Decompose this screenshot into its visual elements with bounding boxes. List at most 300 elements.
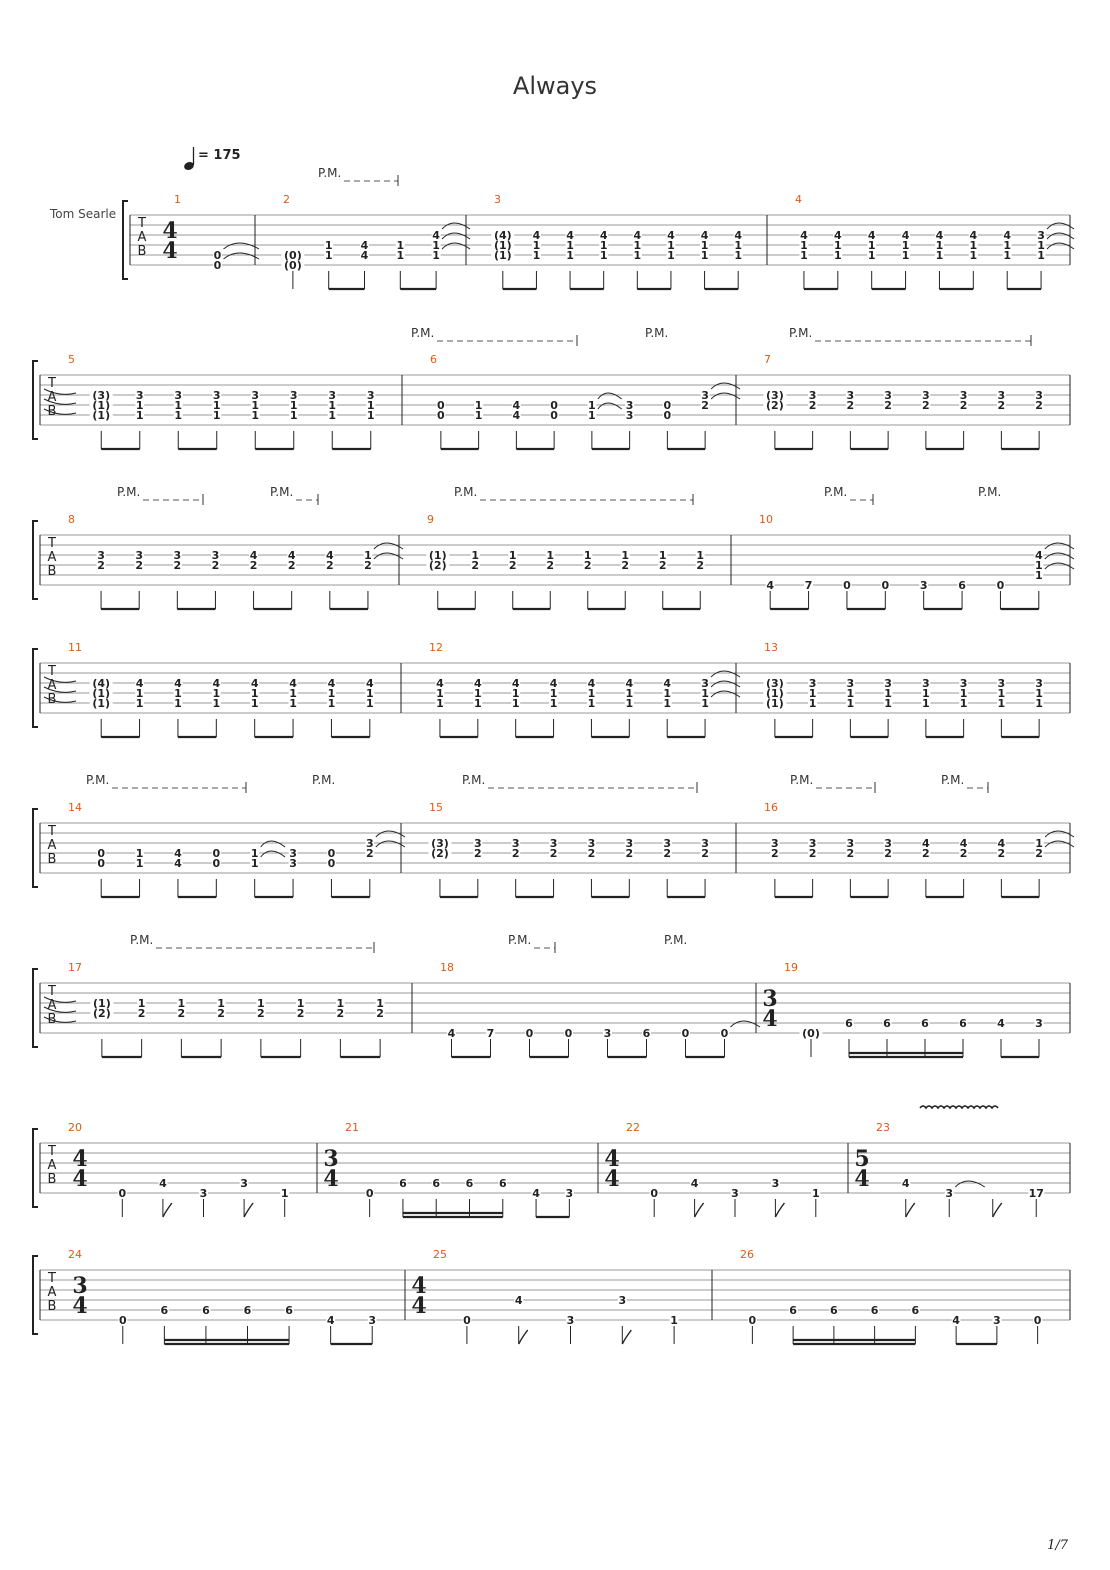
fret-number: 4 — [1034, 549, 1043, 562]
fret-number: 4 — [952, 1314, 960, 1327]
time-signature-numerator: 4 — [411, 1273, 427, 1299]
tab-clef-letter: T — [48, 536, 56, 551]
tab-clef-letter: B — [47, 1012, 57, 1027]
fret-number: 0 — [663, 409, 672, 422]
fret-number: 1 — [1037, 249, 1045, 262]
fret-number: 2 — [922, 847, 930, 860]
time-signature-denominator: 4 — [854, 1166, 870, 1192]
measure-number: 12 — [429, 641, 443, 654]
fret-number: 4 — [867, 229, 876, 242]
fret-number: 0 — [1033, 1314, 1042, 1327]
fret-number: 4 — [511, 677, 520, 690]
tie-arc — [598, 393, 622, 399]
fret-number: 3 — [771, 837, 779, 850]
fret-number: 0 — [327, 857, 336, 870]
fret-number: 2 — [511, 847, 520, 860]
fret-number: 3 — [625, 409, 634, 422]
measure-number: 25 — [433, 1248, 447, 1261]
tempo-bpm: = 175 — [198, 148, 241, 163]
vibrato-wave — [920, 1106, 998, 1108]
fret-number: 2 — [473, 847, 482, 860]
system-6 — [33, 942, 1070, 1057]
fret-number: (1) — [92, 687, 111, 700]
fret-number: 1 — [250, 847, 259, 860]
fret-number: 0 — [996, 579, 1005, 592]
fret-number: (4) — [92, 677, 111, 690]
tab-clef-letter: B — [47, 1172, 57, 1187]
time-signature-numerator: 3 — [762, 986, 778, 1012]
tab-clef-letter: B — [47, 692, 57, 707]
fret-number: 1 — [935, 239, 944, 252]
fret-number: 4 — [512, 399, 521, 412]
tab-clef-letter: A — [47, 838, 57, 853]
fret-number: 1 — [532, 249, 541, 262]
fret-number: 3 — [328, 389, 337, 402]
measure-number: 17 — [68, 961, 82, 974]
fret-number: 4 — [287, 549, 296, 562]
fret-number: 1 — [289, 409, 298, 422]
fret-number: (3) — [431, 837, 449, 850]
fret-number: 2 — [583, 559, 592, 572]
fret-number: 3 — [701, 837, 709, 850]
fret-number: 3 — [808, 389, 817, 402]
system-bracket — [33, 1129, 38, 1207]
song-title: Always — [512, 72, 598, 100]
fret-number: (3) — [92, 389, 111, 402]
fret-number: 0 — [437, 399, 445, 412]
fret-number: (1) — [92, 409, 111, 422]
fret-number: (1) — [428, 549, 447, 562]
fret-number: 4 — [249, 549, 258, 562]
fret-number: 0 — [720, 1027, 729, 1040]
fret-number: 1 — [436, 697, 444, 710]
fret-number: 1 — [658, 549, 667, 562]
fret-number: 4 — [135, 677, 144, 690]
fret-number: (2) — [766, 399, 784, 412]
system-bracket — [33, 969, 38, 1047]
measure-number: 24 — [68, 1248, 82, 1261]
fret-number: 1 — [588, 409, 596, 422]
fret-number: 17 — [1028, 1187, 1044, 1200]
fret-number: 3 — [511, 837, 520, 850]
fret-number: 1 — [833, 249, 842, 262]
fret-number: 2 — [177, 1007, 186, 1020]
fret-number: 4 — [447, 1027, 456, 1040]
fret-number: 4 — [663, 677, 672, 690]
time-signature-denominator: 4 — [604, 1166, 620, 1192]
fret-number: 4 — [326, 1314, 335, 1327]
fret-number: 6 — [432, 1177, 441, 1190]
eighth-flag — [695, 1203, 704, 1217]
fret-number: 2 — [257, 1007, 265, 1020]
palm-mute-label: P.M. — [454, 485, 478, 499]
measure-number: 15 — [429, 801, 443, 814]
measure-number: 2 — [283, 193, 290, 206]
fret-number: 1 — [257, 997, 265, 1010]
fret-number: 3 — [240, 1177, 248, 1190]
fret-number: 3 — [473, 837, 482, 850]
tab-clef-letter: B — [137, 244, 147, 259]
fret-number: 1 — [833, 239, 842, 252]
fret-number: 6 — [883, 1017, 891, 1030]
time-signature-denominator: 4 — [162, 238, 178, 264]
fret-number: 6 — [243, 1304, 252, 1317]
eighth-flag — [244, 1203, 253, 1217]
fret-number: 2 — [508, 559, 517, 572]
fret-number: 7 — [804, 579, 813, 592]
fret-number: 1 — [811, 1187, 820, 1200]
fret-number: 3 — [1037, 229, 1045, 242]
fret-number: 2 — [997, 399, 1006, 412]
palm-mute-label: P.M. — [789, 326, 813, 340]
fret-number: 4 — [327, 677, 336, 690]
fret-number: 3 — [997, 389, 1006, 402]
fret-number: 1 — [135, 399, 144, 412]
fret-number: 0 — [97, 847, 106, 860]
fret-number: 3 — [565, 1187, 574, 1200]
fret-number: 4 — [289, 677, 297, 690]
time-signature-denominator: 4 — [72, 1293, 88, 1319]
fret-number: (1) — [92, 697, 111, 710]
fret-number: 3 — [945, 1187, 954, 1200]
system-bracket — [33, 809, 38, 887]
fret-number: 7 — [486, 1027, 495, 1040]
system-8 — [33, 1256, 1070, 1344]
tie-arc — [261, 841, 285, 847]
measure-number: 3 — [494, 193, 501, 206]
fret-number: 4 — [532, 1187, 540, 1200]
fret-number: 2 — [846, 847, 855, 860]
tab-clef-letter: B — [47, 564, 57, 579]
fret-number: 1 — [625, 687, 634, 700]
eighth-flag — [622, 1330, 631, 1344]
fret-number: 2 — [771, 847, 779, 860]
tab-clef-letter: B — [47, 404, 57, 419]
fret-number: 6 — [202, 1304, 210, 1317]
fret-number: 1 — [969, 249, 978, 262]
fret-number: 1 — [432, 249, 440, 262]
fret-number: 3 — [922, 677, 930, 690]
fret-number: 1 — [174, 687, 182, 700]
fret-number: 2 — [621, 559, 630, 572]
time-signature-denominator: 4 — [762, 1006, 778, 1032]
fret-number: 1 — [137, 997, 146, 1010]
measure-number: 26 — [740, 1248, 754, 1261]
time-signature-numerator: 4 — [162, 218, 178, 244]
fret-number: 2 — [625, 847, 634, 860]
measure-number: 1 — [174, 193, 181, 206]
fret-number: 1 — [511, 697, 520, 710]
fret-number: 2 — [249, 559, 258, 572]
fret-number: 0 — [212, 847, 221, 860]
fret-number: 4 — [690, 1177, 699, 1190]
fret-number: 4 — [436, 677, 444, 690]
fret-number: 6 — [498, 1177, 507, 1190]
fret-number: 1 — [508, 549, 517, 562]
fret-number: 1 — [734, 249, 743, 262]
fret-number: 1 — [549, 697, 558, 710]
palm-mute-label: P.M. — [270, 485, 294, 499]
fret-number: 3 — [603, 1027, 612, 1040]
fret-number: 3 — [771, 1177, 780, 1190]
fret-number: 3 — [1035, 677, 1043, 690]
fret-number: 0 — [843, 579, 851, 592]
fret-number: (2) — [428, 559, 447, 572]
fret-number: 2 — [658, 559, 667, 572]
fret-number: 1 — [700, 249, 709, 262]
fret-number: 6 — [642, 1027, 651, 1040]
fret-number: 3 — [366, 389, 375, 402]
fret-number: 4 — [212, 677, 221, 690]
fret-number: 1 — [997, 687, 1006, 700]
fret-number: 1 — [922, 697, 930, 710]
fret-number: 1 — [1003, 239, 1012, 252]
fret-number: 2 — [701, 847, 709, 860]
palm-mute-label: P.M. — [130, 933, 154, 947]
fret-number: 2 — [1035, 847, 1043, 860]
eighth-flag — [906, 1203, 915, 1217]
fret-number: 4 — [473, 677, 482, 690]
fret-number: 1 — [135, 697, 144, 710]
fret-number: 1 — [663, 687, 672, 700]
fret-number: 4 — [667, 229, 675, 242]
fret-number: 1 — [1037, 239, 1045, 252]
fret-number: 4 — [734, 229, 743, 242]
fret-number: 1 — [324, 249, 333, 262]
fret-number: (3) — [766, 677, 784, 690]
fret-number: 1 — [251, 399, 260, 412]
fret-number: 6 — [870, 1304, 879, 1317]
fret-number: 1 — [135, 847, 144, 860]
fret-number: 1 — [599, 249, 608, 262]
fret-number: 2 — [922, 399, 930, 412]
fret-number: 3 — [846, 677, 855, 690]
fret-number: 6 — [830, 1304, 838, 1317]
fret-number: 1 — [867, 249, 876, 262]
fret-number: 1 — [432, 239, 440, 252]
measure-number: 6 — [430, 353, 437, 366]
fret-number: 4 — [633, 229, 642, 242]
fret-number: 1 — [846, 697, 855, 710]
fret-number: 3 — [959, 389, 968, 402]
fret-number: 0 — [213, 249, 222, 262]
fret-number: 1 — [566, 239, 574, 252]
fret-number: 1 — [633, 249, 642, 262]
measure-number: 22 — [626, 1121, 640, 1134]
time-signature-denominator: 4 — [323, 1166, 339, 1192]
fret-number: 2 — [217, 1007, 225, 1020]
fret-number: 1 — [366, 399, 375, 412]
fret-number: 3 — [959, 677, 968, 690]
fret-number: (1) — [93, 997, 111, 1010]
fret-number: 1 — [549, 687, 558, 700]
fret-number: 3 — [993, 1314, 1001, 1327]
system-bracket — [123, 201, 128, 279]
fret-number: 1 — [959, 687, 968, 700]
fret-number: 6 — [845, 1017, 853, 1030]
fret-number: 1 — [471, 549, 480, 562]
palm-mute-label: P.M. — [664, 933, 688, 947]
tab-clef-letter: T — [48, 824, 56, 839]
fret-number: (1) — [493, 239, 512, 252]
fret-number: 6 — [465, 1177, 474, 1190]
fret-number: 2 — [287, 559, 296, 572]
system-1 — [123, 175, 1074, 289]
fret-number: (1) — [92, 399, 111, 412]
fret-number: 1 — [800, 239, 808, 252]
time-signature-numerator: 5 — [854, 1146, 870, 1172]
eighth-flag — [163, 1203, 172, 1217]
fret-number: 1 — [212, 697, 221, 710]
tab-clef-letter: A — [137, 230, 147, 245]
fret-number: 1 — [1035, 697, 1043, 710]
fret-number: 3 — [211, 549, 220, 562]
fret-number: 1 — [701, 697, 709, 710]
fret-number: 0 — [327, 847, 336, 860]
fret-number: 1 — [327, 697, 336, 710]
fret-number: 1 — [884, 697, 892, 710]
fret-number: 1 — [588, 399, 596, 412]
fret-number: 2 — [336, 1007, 345, 1020]
fret-number: 3 — [919, 579, 928, 592]
fret-number: 1 — [800, 249, 808, 262]
fret-number: 2 — [959, 847, 968, 860]
fret-number: 1 — [324, 239, 333, 252]
measure-number: 13 — [764, 641, 778, 654]
fret-number: 4 — [1003, 229, 1012, 242]
measure-number: 11 — [68, 641, 82, 654]
fret-number: 2 — [546, 559, 555, 572]
time-signature-denominator: 4 — [411, 1293, 427, 1319]
tab-clef-letter: A — [47, 390, 57, 405]
fret-number: (1) — [766, 687, 784, 700]
fret-number: 1 — [1035, 687, 1043, 700]
fret-number: 0 — [748, 1314, 757, 1327]
tab-clef-letter: B — [47, 1299, 57, 1314]
fret-number: 4 — [360, 239, 369, 252]
fret-number: 1 — [633, 239, 642, 252]
fret-number: 2 — [549, 847, 558, 860]
fret-number: 1 — [212, 687, 221, 700]
fret-number: 1 — [296, 997, 305, 1010]
fret-number: 3 — [549, 837, 558, 850]
fret-number: 1 — [997, 697, 1006, 710]
palm-mute-label: P.M. — [117, 485, 141, 499]
fret-number: 1 — [212, 399, 221, 412]
fret-number: 3 — [846, 389, 855, 402]
tab-clef-letter: T — [48, 1271, 56, 1286]
fret-number: 1 — [701, 687, 709, 700]
time-signature-numerator: 3 — [72, 1273, 88, 1299]
fret-number: 1 — [250, 687, 259, 700]
fret-number: 1 — [250, 697, 259, 710]
fret-number: 1 — [846, 687, 855, 700]
fret-number: 1 — [328, 399, 337, 412]
fret-number: 6 — [789, 1304, 797, 1317]
fret-number: 2 — [365, 847, 374, 860]
fret-number: 3 — [884, 389, 892, 402]
palm-mute-label: P.M. — [411, 326, 435, 340]
fret-number: 6 — [958, 579, 966, 592]
fret-number: 3 — [625, 837, 634, 850]
fret-number: (0) — [284, 259, 302, 272]
fret-number: 3 — [663, 837, 672, 850]
fret-number: 2 — [884, 847, 892, 860]
tab-clef-letter: A — [47, 678, 57, 693]
fret-number: 1 — [174, 697, 182, 710]
fret-number: 1 — [621, 549, 630, 562]
fret-number: 0 — [881, 579, 890, 592]
measure-number: 10 — [759, 513, 773, 526]
fret-number: 1 — [328, 409, 337, 422]
fret-number: 1 — [546, 549, 555, 562]
fret-number: 0 — [437, 409, 445, 422]
fret-number: 4 — [159, 1177, 167, 1190]
time-signature-denominator: 4 — [72, 1166, 88, 1192]
fret-number: 4 — [365, 677, 374, 690]
fret-number: 0 — [525, 1027, 534, 1040]
fret-number: 4 — [587, 677, 596, 690]
fret-number: 1 — [365, 687, 374, 700]
tie-arc — [261, 851, 285, 857]
tab-clef-letter: A — [47, 1158, 57, 1173]
fret-number: 1 — [250, 857, 259, 870]
palm-mute-label: P.M. — [462, 773, 486, 787]
eighth-flag — [775, 1203, 784, 1217]
fret-number: 1 — [289, 697, 297, 710]
fret-number: 1 — [174, 409, 183, 422]
fret-number: 4 — [700, 229, 709, 242]
fret-number: 1 — [734, 239, 743, 252]
fret-number: 1 — [289, 399, 298, 412]
fret-number: 4 — [532, 229, 541, 242]
tab-clef-letter: T — [48, 984, 56, 999]
fret-number: 4 — [174, 677, 182, 690]
fret-number: 2 — [135, 559, 144, 572]
measure-number: 18 — [440, 961, 454, 974]
fret-number: 1 — [511, 687, 520, 700]
fret-number: 3 — [212, 389, 221, 402]
fret-number: 3 — [199, 1187, 208, 1200]
fret-number: 4 — [997, 837, 1006, 850]
fret-number: 4 — [901, 229, 910, 242]
fret-number: 3 — [1035, 389, 1043, 402]
palm-mute-label: P.M. — [824, 485, 848, 499]
fret-number: 1 — [327, 687, 336, 700]
fret-number: 0 — [550, 409, 558, 422]
fret-number: 1 — [366, 409, 375, 422]
fret-number: 6 — [921, 1017, 929, 1030]
eighth-flag — [993, 1203, 1002, 1217]
fret-number: 1 — [365, 697, 374, 710]
fret-number: 0 — [213, 259, 222, 272]
time-signature-numerator: 4 — [604, 1146, 620, 1172]
fret-number: 1 — [696, 549, 705, 562]
measure-number: 20 — [68, 1121, 82, 1134]
fret-number: 1 — [587, 687, 596, 700]
fret-number: 2 — [808, 847, 817, 860]
fret-number: 3 — [289, 857, 297, 870]
fret-number: 6 — [285, 1304, 293, 1317]
track-name: Tom Searle — [50, 207, 117, 221]
palm-mute-label: P.M. — [790, 773, 814, 787]
fret-number: 2 — [211, 559, 220, 572]
palm-mute-label: P.M. — [941, 773, 965, 787]
fret-number: 2 — [173, 559, 182, 572]
measure-number: 19 — [784, 961, 798, 974]
palm-mute-label: P.M. — [645, 326, 669, 340]
fret-number: 4 — [901, 1177, 910, 1190]
